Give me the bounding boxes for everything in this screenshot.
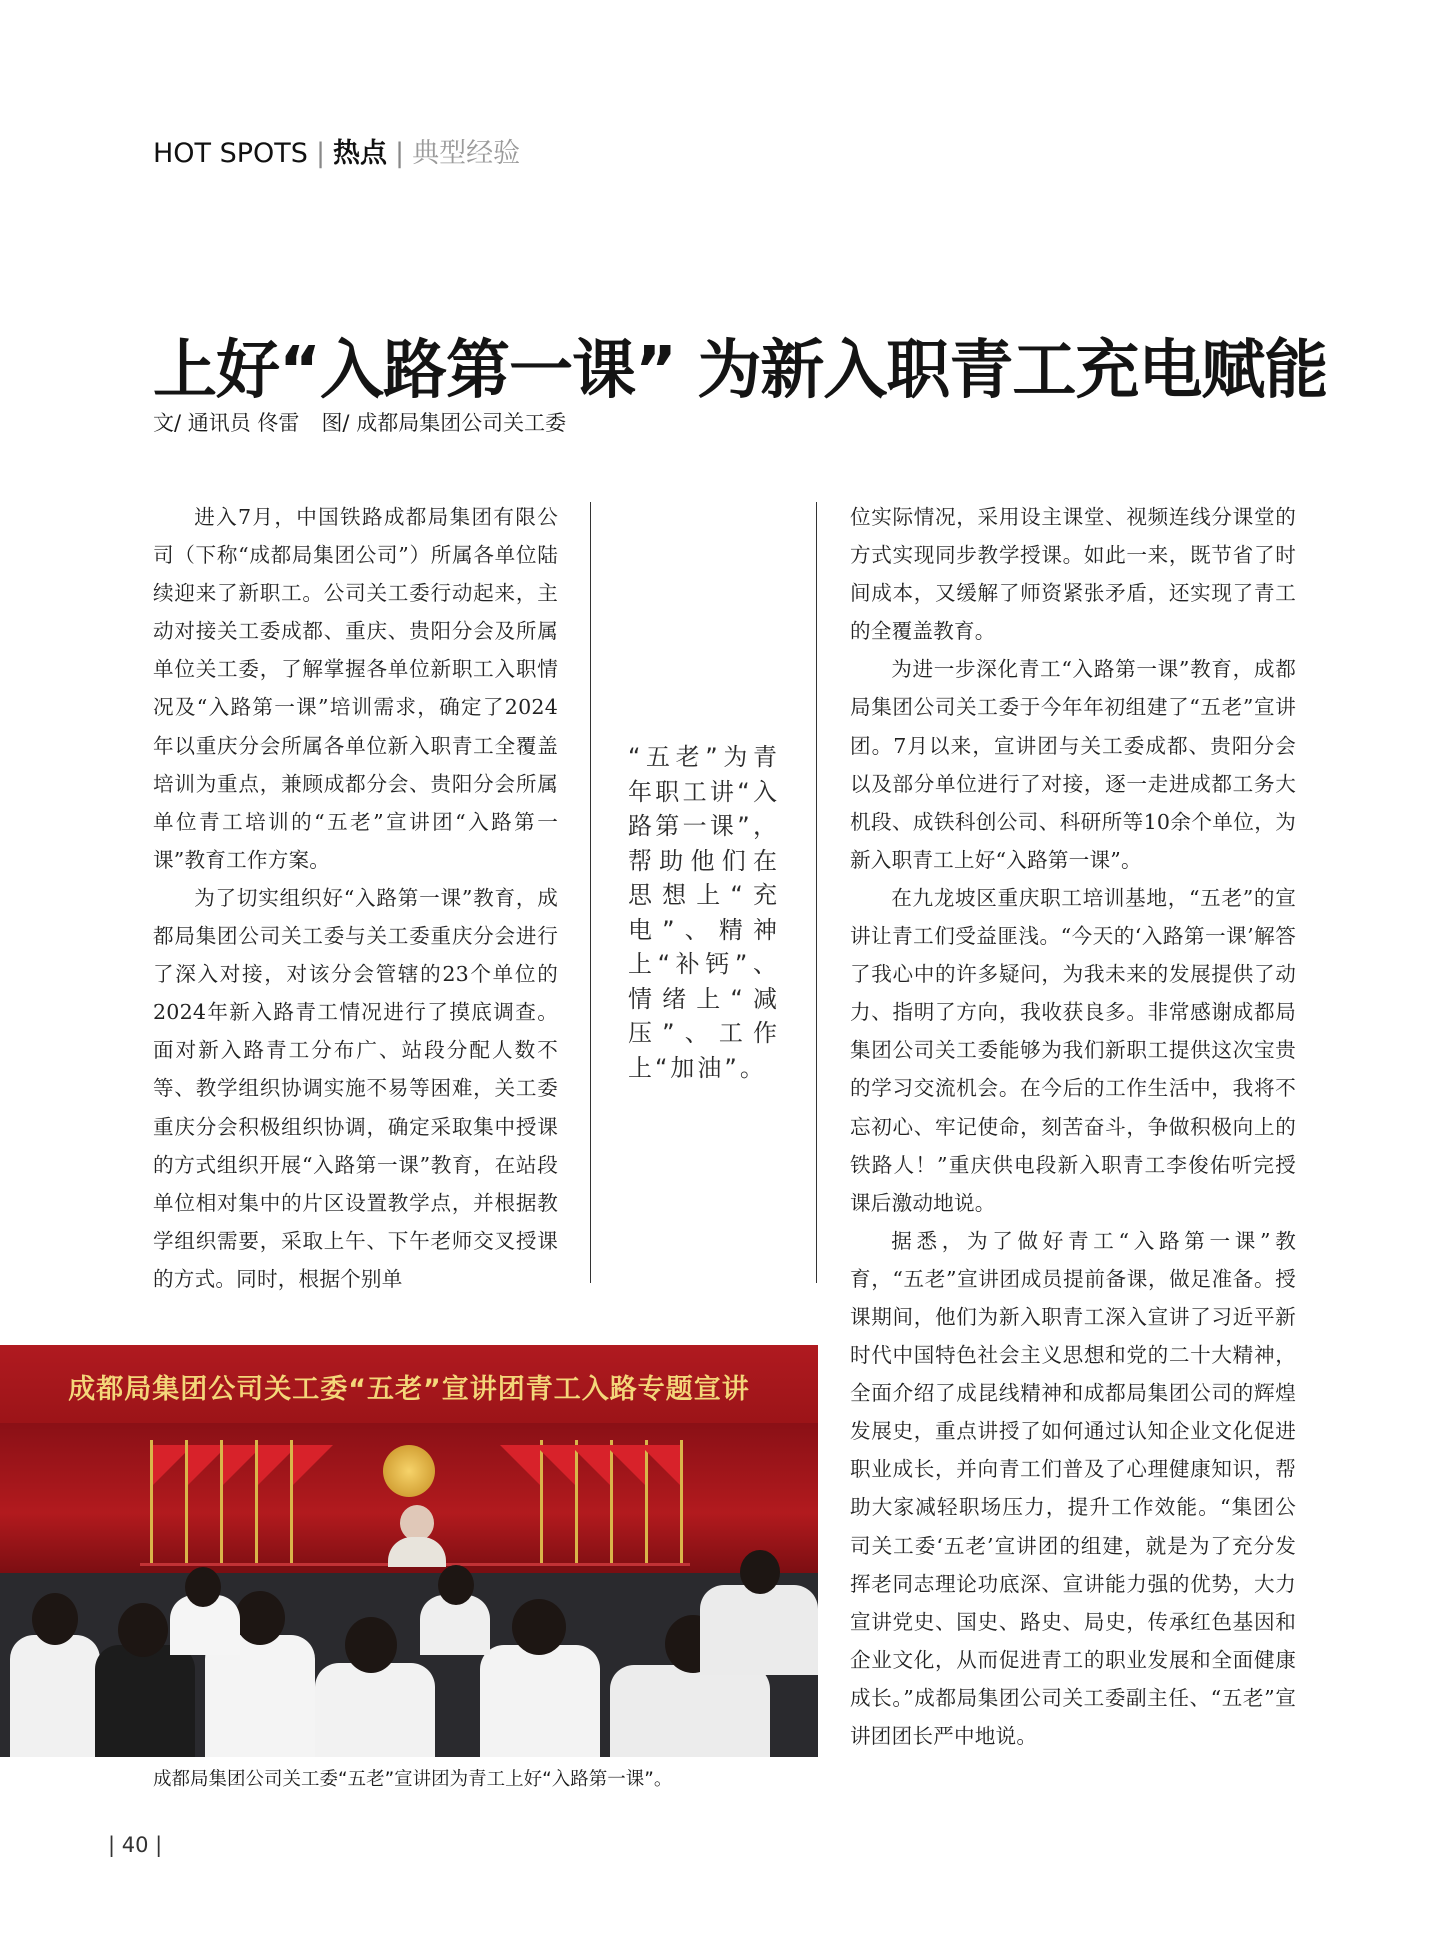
byline [153,408,566,438]
event-photo [0,1345,818,1757]
photo-banner [0,1345,818,1423]
paragraph: 进入7月，中国铁路成都局集团有限公司（下称“成都局集团公司”）所属各单位陆续迎来了新职工。公司关工委行动起来，主动对接关工委成都、重庆、贵阳分会及所属单位关工委，了解掌握各单位新职工入职情况及“入路第一课”培训需求，确定了2024年以重庆分会所属各单位新入职青工全覆盖培训为重点，兼顾成都分会、贵阳分会所属单位青工培训的“五老”宣讲团“入路第一课”教育工作方案。 [153,505,558,872]
pull-quote: “五老”为青年职工讲“入路第一课”，帮助他们在思想上“充电”、精神上“补钙”、情绪上“减压”、工作上“加油”。 [628,743,780,1082]
paragraph: 位实际情况，采用设主课堂、视频连线分课堂的方式实现同步教学授课。如此一来，既节省了时间成本，又缓解了师资紧张矛盾，还实现了青工的全覆盖教育。 [850,505,1296,644]
header-separator: | [315,138,326,169]
page-number: | 40 | [108,1833,163,1857]
section-label-en: HOT SPOTS [153,138,308,169]
category-label: 典型经验 [412,138,521,169]
column-divider-right [816,502,817,1283]
article-column-right [850,498,1296,1755]
paragraph: 据悉，为了做好青工“入路第一课”教育，“五老”宣讲团成员提前备课，做足准备。授课期间，他们为新入职青工深入宣讲了习近平新时代中国特色社会主义思想和党的二十大精神，全面介绍了成昆线精神和成都局集团公司的辉煌发展史，重点讲授了如何通过认知企业文化促进职业成长，并向青工们普及了心理健康知识，帮助大家减轻职场压力，提升工作效能。“集团公司关工委‘五老’宣讲团的组建，就是为了充分发挥老同志理论功底深、宣讲能力强的优势，大力宣讲党史、国史、路史、局史，传承红色基因和企业文化，从而促进青工的职业发展和全面健康成长。”成都局集团公司关工委副主任、“五老”宣讲团团长严中地说。 [850,1228,1296,1748]
paragraph: 在九龙坡区重庆职工培训基地，“五老”的宣讲让青工们受益匪浅。“今天的‘入路第一课’解答了我心中的许多疑问，为我未来的发展提供了动力、指明了方向，我收获良多。非常感谢成都局集团公司关工委能够为我们新职工提供这次宝贵的学习交流机会。在今后的工作生活中，我将不忘初心、牢记使命，刻苦奋斗，争做积极向上的铁路人！”重庆供电段新入职青工李俊佑听完授课后激动地说。 [850,885,1296,1215]
article-title: 上好“入路第一课” 为新入职青工充电赋能 [153,334,1328,408]
emblem-icon [383,1445,435,1497]
photo-banner-text: 成都局集团公司关工委“五老”宣讲团青工入路专题宣讲 [68,1374,750,1405]
paragraph: 为进一步深化青工“入路第一课”教育，成都局集团公司关工委于今年年初组建了“五老”宣讲团。7月以来，宣讲团与关工委成都、贵阳分会以及部分单位进行了对接，逐一走进成都工务大机段、成铁科创公司、科研所等10余个单位，为新入职青工上好“入路第一课”。 [850,657,1296,872]
section-label-cn: 热点 [333,138,388,169]
header-separator-2: | [395,138,405,169]
column-divider-left [590,502,591,1283]
photo-caption: 成都局集团公司关工委“五老”宣讲团为青工上好“入路第一课”。 [153,1769,673,1790]
paragraph: 为了切实组织好“入路第一课”教育，成都局集团公司关工委与关工委重庆分会进行了深入对接，对该分会管辖的23个单位的2024年新入路青工情况进行了摸底调查。面对新入路青工分布广、站段分配人数不等、教学组织协调实施不易等困难，关工委重庆分会积极组织协调，确定采取集中授课的方式组织开展“入路第一课”教育，在站段单位相对集中的片区设置教学点，并根据教学组织需要，采取上午、下午老师交叉授课的方式。同时，根据个别单 [153,885,558,1291]
article-column-left [153,498,558,1298]
byline-photo-credit: 图/ 成都局集团公司关工委 [321,411,567,435]
byline-author: 文/ 通讯员 佟雷 [153,411,300,435]
section-header [153,136,520,172]
